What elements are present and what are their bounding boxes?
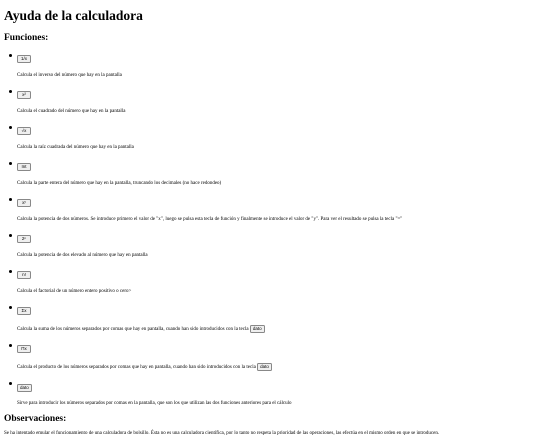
function-item-product: [17, 340, 532, 371]
key-sum-button[interactable]: Σx: [17, 307, 31, 315]
function-description: Calcula el inverso del número que hay en la pantalla: [17, 73, 122, 78]
key-dato-inline-button[interactable]: dato: [257, 363, 272, 371]
function-description: Calcula el factorial de un número entero positivo o cero>: [17, 289, 132, 294]
key-inverse-button[interactable]: 1/x: [17, 55, 31, 63]
function-item-dato: [17, 378, 532, 407]
page-title: Ayuda de la calculadora: [4, 8, 143, 23]
bullet-icon: [9, 382, 12, 385]
function-item-int: [17, 158, 532, 187]
functions-heading: Funciones:: [4, 33, 49, 43]
observations-heading: Observaciones:: [4, 414, 67, 425]
function-item-power-of-two: [17, 230, 532, 259]
function-item-sqrt: [17, 122, 532, 151]
description-text: Calcula el producto de los números separados por comas que hay en pantalla, cuando han sido introducidos con la tecla: [17, 365, 256, 371]
function-description: Calcula la raíz cuadrada del número que hay en la pantalla: [17, 145, 134, 150]
function-description: Calcula la parte entera del número que hay en la pantalla, truncando los decimales (no hace redondeo): [17, 181, 222, 186]
function-description: Calcula la potencia de dos números. Se introduce primero el valor de "x", luego se pulsa esta tecla de función y finalmente se introduce el valor de "y". Para ver el resultado se pulsa la tecla "=": [17, 217, 403, 222]
function-description: [17, 325, 527, 333]
bullet-icon: [9, 270, 12, 273]
function-description: [17, 363, 527, 371]
bullet-icon: [9, 54, 12, 57]
function-item-power: [17, 194, 532, 223]
function-item-inverse: [17, 50, 532, 79]
function-description: Sirve para introducir los números separados por comas en la pantalla, que son los que utilizan las dos funciones anteriores para el cálculo: [17, 401, 292, 407]
key-int-button[interactable]: Int: [17, 163, 31, 171]
bullet-icon: [9, 90, 12, 93]
function-description: Calcula el cuadrado del número que hay en la pantalla: [17, 109, 126, 114]
description-text: Calcula la suma de los números separados por comas que hay en pantalla, cuando han sido introducidos con la tecla: [17, 327, 249, 333]
function-description: Calcula la potencia de dos elevado al número que hay en pantalla: [17, 253, 148, 258]
key-factorial-button[interactable]: n!: [17, 271, 31, 279]
key-dato-button[interactable]: dato: [17, 384, 32, 392]
bullet-icon: [9, 126, 12, 129]
function-item-factorial: [17, 266, 532, 295]
bullet-icon: [9, 344, 12, 347]
key-power-button[interactable]: xʸ: [17, 199, 31, 207]
bullet-icon: [9, 306, 12, 309]
function-item-square: [17, 86, 532, 115]
bullet-icon: [9, 162, 12, 165]
bullet-icon: [9, 234, 12, 237]
functions-list: [4, 50, 532, 407]
bullet-icon: [9, 198, 12, 201]
key-square-button[interactable]: x²: [17, 91, 31, 99]
key-product-button[interactable]: Πx: [17, 345, 31, 353]
key-power-of-two-button[interactable]: 2ⁿ: [17, 235, 31, 243]
function-item-sum: [17, 302, 532, 333]
observations-text: Se ha intentado emular el funcionamiento de una calculadora de bolsillo. Ésta no es una calculadora científica, por lo tanto no respeta la prioridad de las operaciones, las efectúa en el mismo orden en que se introducen.: [4, 431, 440, 437]
key-dato-inline-button[interactable]: dato: [250, 325, 265, 333]
key-sqrt-button[interactable]: √x: [17, 127, 31, 135]
